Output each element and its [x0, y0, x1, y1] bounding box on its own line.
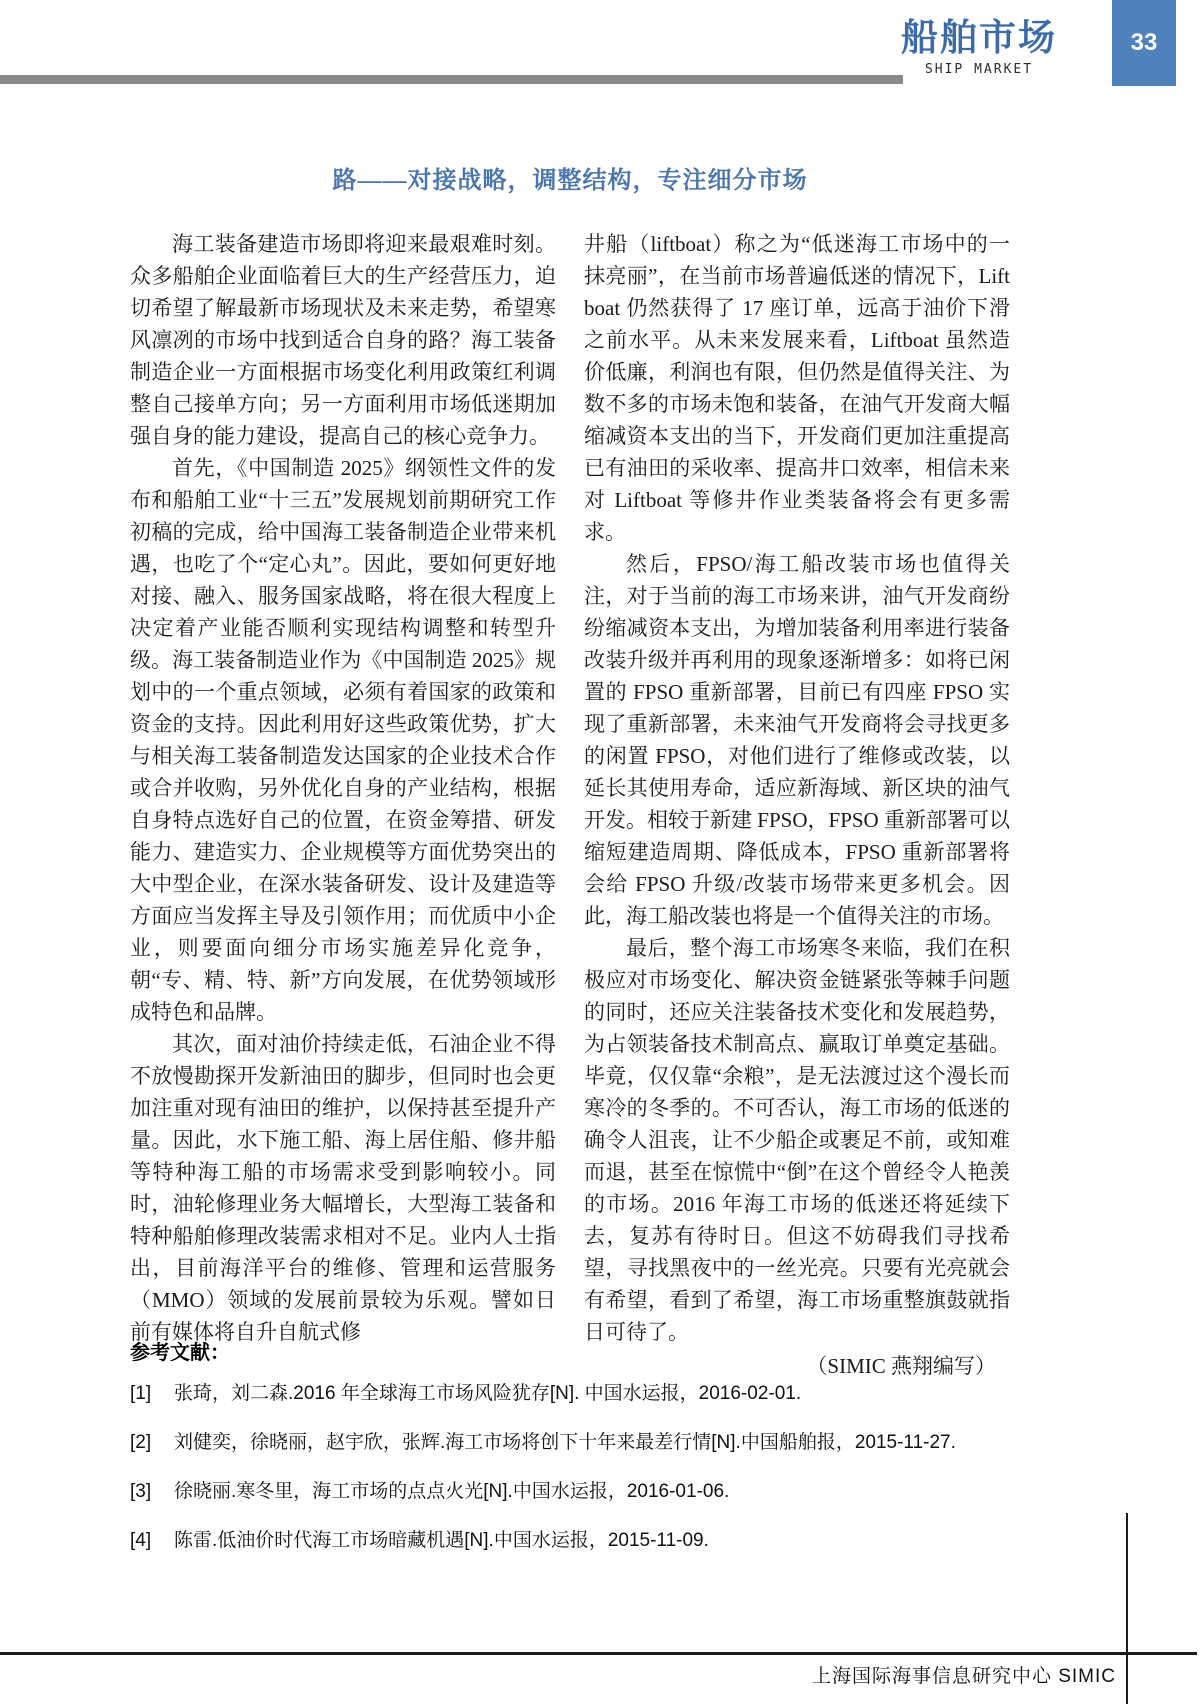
reference-number: [4]	[130, 1530, 152, 1551]
references-heading: 参考文献：	[130, 1342, 230, 1364]
body-paragraph: 其次，面对油价持续走低，石油企业不得不放慢勘探开发新油田的脚步，但同时也会更加注重对现有油田的维护，以保持甚至提升产量。因此，水下施工船、海上居住船、修井船等特种海工船的市场需求受到影响较小。同时，油轮修理业务大幅增长，大型海工装备和特种船舶修理改装需求相对不足。业内人士指出，目前海洋平台的维修、管理和运营服务（MMO）领域的发展前景较为乐观。譬如日前有媒体将自升自航式修	[130, 1032, 556, 1344]
column-left	[130, 228, 556, 1382]
section-title-en: SHIP MARKET	[924, 62, 1034, 77]
footer-publisher: 上海国际海事信息研究中心 SIMIC	[811, 1666, 1116, 1687]
reference-text: 徐晓丽.寒冬里，海工市场的点点火光[N].中国水运报，2016-01-06.	[174, 1481, 730, 1502]
header-rule	[0, 75, 903, 84]
reference-item	[130, 1381, 1035, 1407]
section-title-cn: 船舶市场	[901, 17, 1057, 58]
footer-vertical-rule	[1126, 1513, 1128, 1704]
reference-text: 张琦，刘二森.2016 年全球海工市场风险犹存[N]. 中国水运报，2016-02-01.	[174, 1383, 802, 1404]
references-section	[130, 1336, 1035, 1577]
references-list	[130, 1381, 1035, 1554]
article-body	[130, 228, 1010, 1382]
article-title: 路——对接战略，调整结构，专注细分市场	[332, 168, 808, 194]
body-paragraph: 首先，《中国制造 2025》纲领性文件的发布和船舶工业“十三五”发展规划前期研究工作初稿的完成，给中国海工装备制造企业带来机遇，也吃了个“定心丸”。因此，要如何更好地对接、融入、服务国家战略，将在很大程度上决定着产业能否顺利实现结构调整和转型升级。海工装备制造业作为《中国制造 2025》规划中的一个重点领域，必须有着国家的政策和资金的支持。因此利用好这些政策优势，扩大与相关海工装备制造发达国家的企业技术合作或合并收购，另外优化自身的产业结构，根据自身特点选好自己的位置，在资金筹措、研发能力、建造实力、企业规模等方面优势突出的大中型企业，在深水装备研发、设计及建造等方面应当发挥主导及引领作用；而优质中小企业，则要面向细分市场实施差异化竞争，朝“专、精、特、新”方向发展，在优势领域形成特色和品牌。	[130, 456, 556, 1024]
body-paragraph: 井船（liftboat）称之为“低迷海工市场中的一抹亮丽”，在当前市场普遍低迷的情况下，Liftboat 仍然获得了 17 座订单，远高于油价下滑之前水平。从未来发展来看，Liftboat 虽然造价低廉，利润也有限，但仍然是值得关注、为数不多的市场未饱和装备，在油气开发商大幅缩减资本支出的当下，开发商们更加注重提高已有油田的采收率、提高井口效率，相信未来对 Liftboat 等修井作业类装备将会有更多需求。	[584, 232, 1010, 544]
section-header	[878, 16, 1080, 77]
reference-number: [1]	[130, 1383, 152, 1404]
reference-item	[130, 1430, 1035, 1456]
reference-number: [2]	[130, 1432, 152, 1453]
reference-text: 刘健奕，徐晓丽，赵宇欣，张辉.海工市场将创下十年来最差行情[N].中国船舶报，2015-11-27.	[174, 1432, 956, 1453]
column-right-paragraphs	[584, 228, 1010, 1348]
byline: （SIMIC 燕翔编写）	[806, 1354, 996, 1378]
reference-text: 陈雷.低油价时代海工市场暗藏机遇[N].中国水运报，2015-11-09.	[174, 1530, 709, 1551]
body-paragraph: 海工装备建造市场即将迎来最艰难时刻。众多船舶企业面临着巨大的生产经营压力，迫切希望了解最新市场现状及未来走势，希望寒风凛冽的市场中找到适合自身的路？海工装备制造企业一方面根据市场变化利用政策红利调整自己接单方向；另一方面利用市场低迷期加强自身的能力建设，提高自己的核心竞争力。	[130, 232, 556, 448]
page-number-badge: 33	[1112, 0, 1176, 86]
reference-number: [3]	[130, 1481, 152, 1502]
body-paragraph: 然后，FPSO/海工船改装市场也值得关注，对于当前的海工市场来讲，油气开发商纷纷缩减资本支出，为增加装备利用率进行装备改装升级并再利用的现象逐渐增多：如将已闲置的 FPSO 重新部署，目前已有四座 FPSO 实现了重新部署，未来油气开发商将会寻找更多的闲置 FPSO，对他们进行了维修或改装，以延长其使用寿命，适应新海域、新区块的油气开发。相较于新建 FPSO，FPSO 重新部署可以缩短建造周期、降低成本，FPSO 重新部署将会给 FPSO 升级/改装市场带来更多机会。因此，海工船改装也将是一个值得关注的市场。	[584, 552, 1010, 928]
reference-item	[130, 1479, 1035, 1505]
footer-horizontal-rule	[0, 1652, 1197, 1655]
body-paragraph: 最后，整个海工市场寒冬来临，我们在积极应对市场变化、解决资金链紧张等棘手问题的同时，还应关注装备技术变化和发展趋势，为占领装备技术制高点、赢取订单奠定基础。毕竟，仅仅靠“余粮”，是无法渡过这个漫长而寒冷的冬季的。不可否认，海工市场的低迷的确令人沮丧，让不少船企或裹足不前，或知难而退，甚至在惊慌中“倒”在这个曾经令人艳羡的市场。2016 年海工市场的低迷还将延续下去，复苏有待时日。但这不妨碍我们寻找希望，寻找黑夜中的一丝光亮。只要有光亮就会有希望，看到了希望，海工市场重整旗鼓就指日可待了。	[584, 936, 1010, 1344]
column-right	[584, 228, 1010, 1382]
reference-item	[130, 1528, 1035, 1554]
